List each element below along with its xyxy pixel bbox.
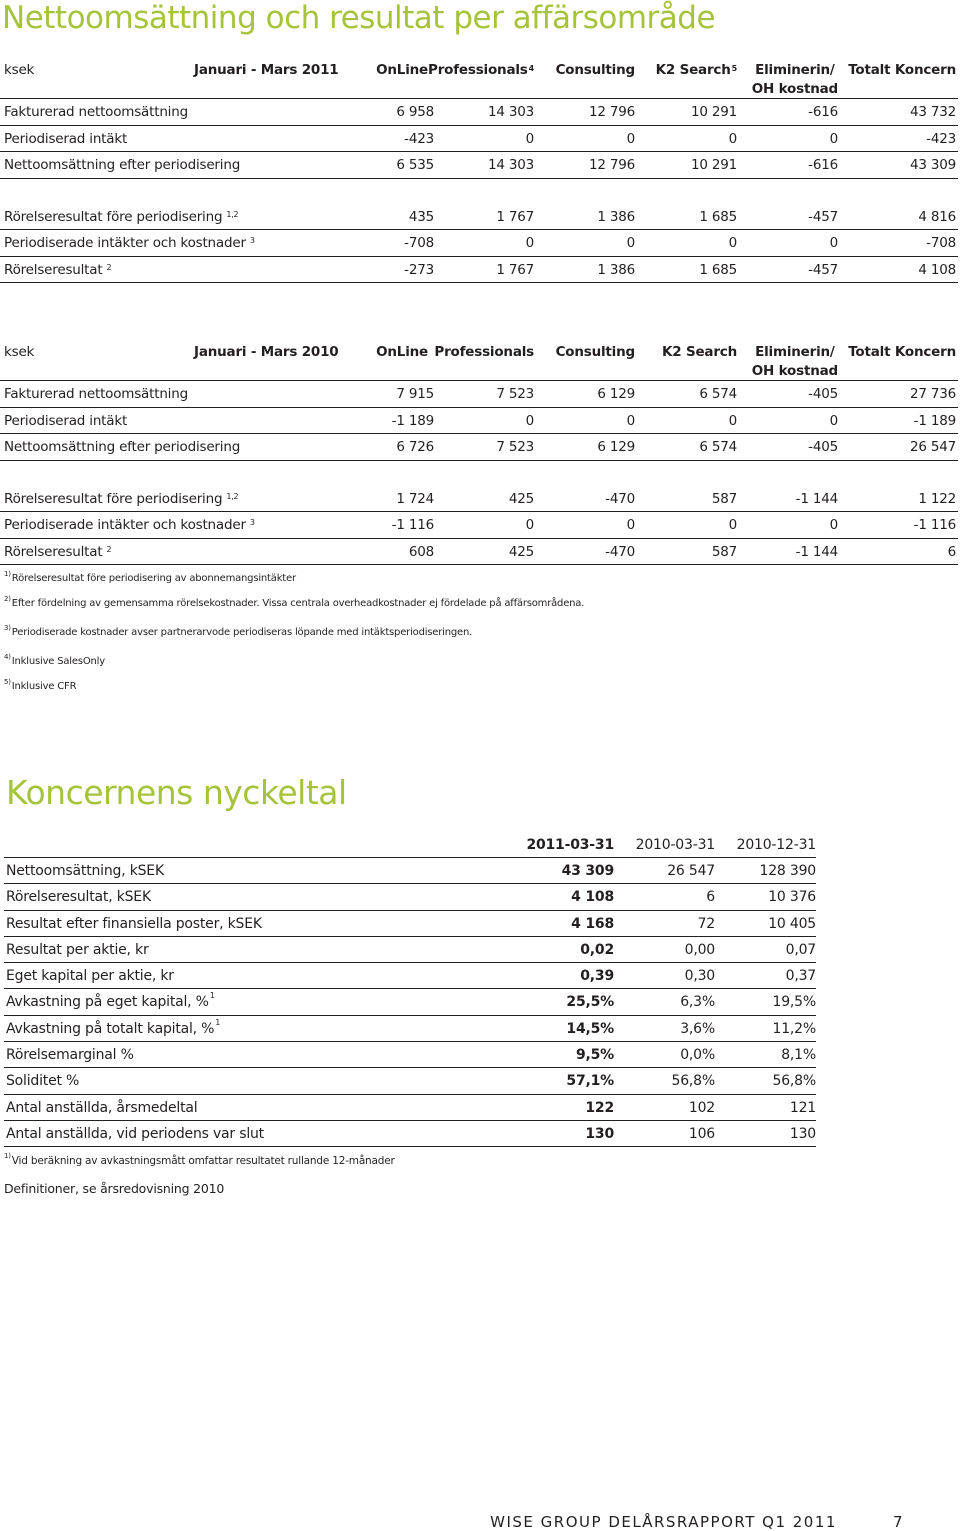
cell-value: 121 <box>789 1099 816 1116</box>
cell-value: 4 816 <box>918 208 956 225</box>
col-header-total: Totalt Koncern <box>848 344 956 360</box>
cell-value: 4 108 <box>918 261 956 278</box>
row-label: Nettoomsättning efter periodisering <box>4 439 241 455</box>
cell-value: -1 116 <box>391 517 434 533</box>
cell-value: 0 <box>728 517 737 533</box>
cell-value: 43 309 <box>561 863 614 879</box>
cell-value: 0 <box>829 412 838 429</box>
cell-value: 9,5% <box>575 1047 614 1064</box>
cell-value: 0,02 <box>580 941 614 958</box>
page-footer <box>490 1513 904 1531</box>
col-header-k2search: K2 Search <box>661 344 737 360</box>
row-label: Rörelseresultat $^2$ <box>4 543 112 560</box>
cell-value: -405 <box>808 439 838 455</box>
cell-value: 1 386 <box>597 208 635 225</box>
cell-value: 0 <box>829 130 838 147</box>
table-row <box>4 911 816 937</box>
cell-value: -616 <box>808 157 838 173</box>
cell-value: 7 523 <box>496 386 534 402</box>
row-label: Periodiserade intäkter och kostnader $^3$ <box>4 235 255 251</box>
cell-value: 6 535 <box>396 157 434 173</box>
segment-table-2010 <box>0 340 958 565</box>
row-label: Rörelseresultat före periodisering $^{1,2}$ <box>4 208 239 225</box>
cell-value: 26 547 <box>909 439 956 455</box>
table-row <box>4 884 816 910</box>
cell-value: 12 796 <box>588 104 635 120</box>
cell-value: 6 958 <box>396 104 434 120</box>
cell-value: 1 767 <box>496 261 534 278</box>
table-row <box>4 1095 816 1121</box>
row-label: Eget kapital per aktie, kr <box>6 968 174 985</box>
cell-value: 0 <box>525 235 534 251</box>
table-row <box>0 434 958 461</box>
page-number: 7 <box>892 1513 904 1531</box>
cell-value: 10 376 <box>768 889 816 906</box>
cell-value: 6 129 <box>597 439 635 455</box>
cell-value: -423 <box>926 130 956 147</box>
cell-value: 130 <box>789 1125 816 1142</box>
cell-value: 14,5% <box>566 1020 614 1037</box>
table-row <box>4 937 816 963</box>
cell-value: 128 390 <box>759 863 816 879</box>
cell-value: 14 303 <box>487 157 534 173</box>
col-header-consulting: Consulting <box>555 344 635 360</box>
cell-value: 0,00 <box>684 941 715 958</box>
cell-value: 1 685 <box>699 208 737 225</box>
table-row <box>0 230 958 257</box>
col-header-2011-03-31: 2011-03-31 <box>526 837 614 853</box>
cell-value: 1 685 <box>699 261 737 278</box>
table-row <box>0 381 958 408</box>
row-label: Nettoomsättning efter periodisering <box>4 157 241 173</box>
col-header-k2search: K2 Search$^5$ <box>655 62 737 78</box>
cell-value: 0 <box>829 235 838 251</box>
table-row <box>0 152 958 179</box>
row-label: Rörelseresultat före periodisering $^{1,2}$ <box>4 490 239 507</box>
cell-value: 6 574 <box>699 386 737 402</box>
cell-value: 0 <box>728 235 737 251</box>
period-label: Januari - Mars 2010 <box>194 344 339 360</box>
cell-value: 0,07 <box>785 941 816 958</box>
cell-value: 0 <box>626 517 635 533</box>
table-header <box>0 340 958 381</box>
col-header-professionals: Professionals <box>434 344 534 360</box>
cell-value: 72 <box>697 915 715 932</box>
cell-value: -1 189 <box>391 412 434 429</box>
cell-value: 7 523 <box>496 439 534 455</box>
cell-value: 106 <box>688 1125 715 1142</box>
cell-value: 11,2% <box>772 1020 816 1037</box>
cell-value: 26 547 <box>667 863 715 879</box>
cell-value: 0 <box>829 517 838 533</box>
cell-value: 1 724 <box>396 490 434 507</box>
cell-value: 0 <box>626 235 635 251</box>
row-label: Soliditet % <box>6 1073 80 1090</box>
cell-value: 12 796 <box>588 157 635 173</box>
table-row <box>0 99 958 126</box>
table-row <box>4 963 816 989</box>
table-row <box>0 257 958 284</box>
cell-value: 27 736 <box>909 386 956 402</box>
cell-value: 587 <box>711 543 737 560</box>
footnote-4: $^{4)}$Inklusive SalesOnly <box>4 653 105 667</box>
cell-value: 19,5% <box>772 994 816 1011</box>
cell-value: 6 <box>706 889 715 906</box>
col-header-total: Totalt Koncern <box>848 62 956 78</box>
row-label: Resultat efter finansiella poster, kSEK <box>6 915 262 932</box>
cell-value: 0 <box>525 130 534 147</box>
cell-value: 435 <box>408 208 434 225</box>
footnote-5: $^{5)}$Inklusive CFR <box>4 678 77 692</box>
table-row <box>4 989 816 1015</box>
cell-value: -457 <box>808 261 838 278</box>
key-figures-footnote: $^{1)}$Vid beräkning av avkastningsmått omfattar resultatet rullande 12-månader <box>4 1152 395 1167</box>
cell-value: 57,1% <box>566 1073 614 1090</box>
cell-value: 122 <box>585 1099 614 1116</box>
cell-value: 14 303 <box>487 104 534 120</box>
table-row <box>4 1042 816 1068</box>
cell-value: -708 <box>926 235 956 251</box>
unit-label: ksek <box>4 344 35 360</box>
cell-value: 10 291 <box>690 104 737 120</box>
table-row <box>0 512 958 539</box>
cell-value: 0 <box>626 412 635 429</box>
cell-value: 6,3% <box>680 994 715 1011</box>
cell-value: -1 189 <box>913 412 956 429</box>
table-row <box>4 858 816 884</box>
table-row <box>0 539 958 566</box>
col-header-online: OnLine <box>376 62 428 78</box>
cell-value: 4 168 <box>571 915 614 932</box>
cell-value: 43 309 <box>909 157 956 173</box>
cell-value: 25,5% <box>566 994 614 1011</box>
col-header-consulting: Consulting <box>555 62 635 78</box>
col-header-professionals: Professionals$^4$ <box>428 62 534 78</box>
cell-value: -1 144 <box>795 490 838 507</box>
table-row <box>0 204 958 231</box>
cell-value: -273 <box>404 261 434 278</box>
cell-value: 608 <box>408 543 434 560</box>
row-label: Periodiserade intäkter och kostnader $^3$ <box>4 517 255 533</box>
row-label: Avkastning på eget kapital, %$^1$ <box>6 991 215 1011</box>
cell-value: 0 <box>728 130 737 147</box>
row-label: Rörelseresultat $^2$ <box>4 261 112 278</box>
cell-value: 43 732 <box>909 104 956 120</box>
cell-value: -1 116 <box>913 517 956 533</box>
cell-value: 1 767 <box>496 208 534 225</box>
cell-value: 6 574 <box>699 439 737 455</box>
row-label: Fakturerad nettoomsättning <box>4 104 188 120</box>
cell-value: 6 726 <box>396 439 434 455</box>
table-row <box>4 1121 816 1147</box>
row-label: Rörelsemarginal % <box>6 1047 134 1064</box>
segment-table-2011 <box>0 58 958 283</box>
row-label: Resultat per aktie, kr <box>6 941 149 958</box>
cell-value: 130 <box>585 1125 614 1142</box>
row-label: Avkastning på totalt kapital, %$^1$ <box>6 1017 221 1037</box>
row-label: Antal anställda, årsmedeltal <box>6 1099 198 1116</box>
cell-value: -470 <box>605 543 635 560</box>
cell-value: 0 <box>626 130 635 147</box>
table-row <box>0 126 958 153</box>
row-label: Periodiserad intäkt <box>4 130 128 147</box>
cell-value: 102 <box>688 1099 715 1116</box>
row-label: Nettoomsättning, kSEK <box>6 863 164 879</box>
cell-value: 56,8% <box>671 1073 715 1090</box>
cell-value: 425 <box>508 543 534 560</box>
col-header-eliminering: Eliminerin/ OH kostnad <box>751 62 838 97</box>
col-header-2010-03-31: 2010-03-31 <box>635 837 715 853</box>
cell-value: -470 <box>605 490 635 507</box>
table-header <box>0 58 958 99</box>
cell-value: -423 <box>404 130 434 147</box>
table-row <box>0 486 958 513</box>
col-header-online: OnLine <box>376 344 428 360</box>
row-label: Rörelseresultat, kSEK <box>6 889 151 906</box>
period-label: Januari - Mars 2011 <box>194 62 339 78</box>
section-title-key-figures: Koncernens nyckeltal <box>6 773 347 812</box>
footnote-3: $^{3)}$Periodiserade kostnader avser partnerarvode periodiseras löpande med intäktsperiodiseringen. <box>4 624 473 638</box>
cell-value: 4 108 <box>571 889 614 906</box>
col-header-2010-12-31: 2010-12-31 <box>736 837 816 853</box>
cell-value: 425 <box>508 490 534 507</box>
row-label: Fakturerad nettoomsättning <box>4 386 188 402</box>
table-row <box>0 408 958 435</box>
definitions-note: Definitioner, se årsredovisning 2010 <box>4 1181 225 1196</box>
cell-value: -616 <box>808 104 838 120</box>
unit-label: ksek <box>4 62 35 78</box>
footnote-2: $^{2)}$Efter fördelning av gemensamma rörelsekostnader. Vissa centrala overheadkostnader ej fördelade på affärsområdena. <box>4 595 585 609</box>
section-title-segments: Nettoomsättning och resultat per affärsområde <box>2 0 716 36</box>
cell-value: 0 <box>525 517 534 533</box>
cell-value: 587 <box>711 490 737 507</box>
row-label: Periodiserad intäkt <box>4 412 128 429</box>
key-figures-header <box>4 835 816 858</box>
cell-value: -457 <box>808 208 838 225</box>
cell-value: 0 <box>728 412 737 429</box>
cell-value: 0,30 <box>684 968 715 985</box>
key-figures-table <box>4 835 816 1147</box>
cell-value: 1 386 <box>597 261 635 278</box>
cell-value: 6 129 <box>597 386 635 402</box>
cell-value: 0,0% <box>680 1047 715 1064</box>
cell-value: 7 915 <box>396 386 434 402</box>
cell-value: 8,1% <box>781 1047 816 1064</box>
table-row <box>4 1016 816 1042</box>
cell-value: 6 <box>947 543 956 560</box>
cell-value: 0,39 <box>580 968 614 985</box>
col-header-eliminering: Eliminerin/ OH kostnad <box>751 344 838 379</box>
cell-value: -405 <box>808 386 838 402</box>
cell-value: 1 122 <box>918 490 956 507</box>
cell-value: 0 <box>525 412 534 429</box>
cell-value: 10 405 <box>768 915 816 932</box>
report-name: WISE GROUP DELÅRSRAPPORT Q1 2011 <box>490 1513 837 1531</box>
cell-value: -1 144 <box>795 543 838 560</box>
cell-value: 0,37 <box>785 968 816 985</box>
cell-value: 56,8% <box>772 1073 816 1090</box>
cell-value: -708 <box>404 235 434 251</box>
cell-value: 3,6% <box>680 1020 715 1037</box>
footnote-1: $^{1)}$Rörelseresultat före periodisering av abonnemangsintäkter <box>4 570 296 584</box>
cell-value: 10 291 <box>690 157 737 173</box>
table-row <box>4 1068 816 1094</box>
row-label: Antal anställda, vid periodens var slut <box>6 1125 264 1142</box>
